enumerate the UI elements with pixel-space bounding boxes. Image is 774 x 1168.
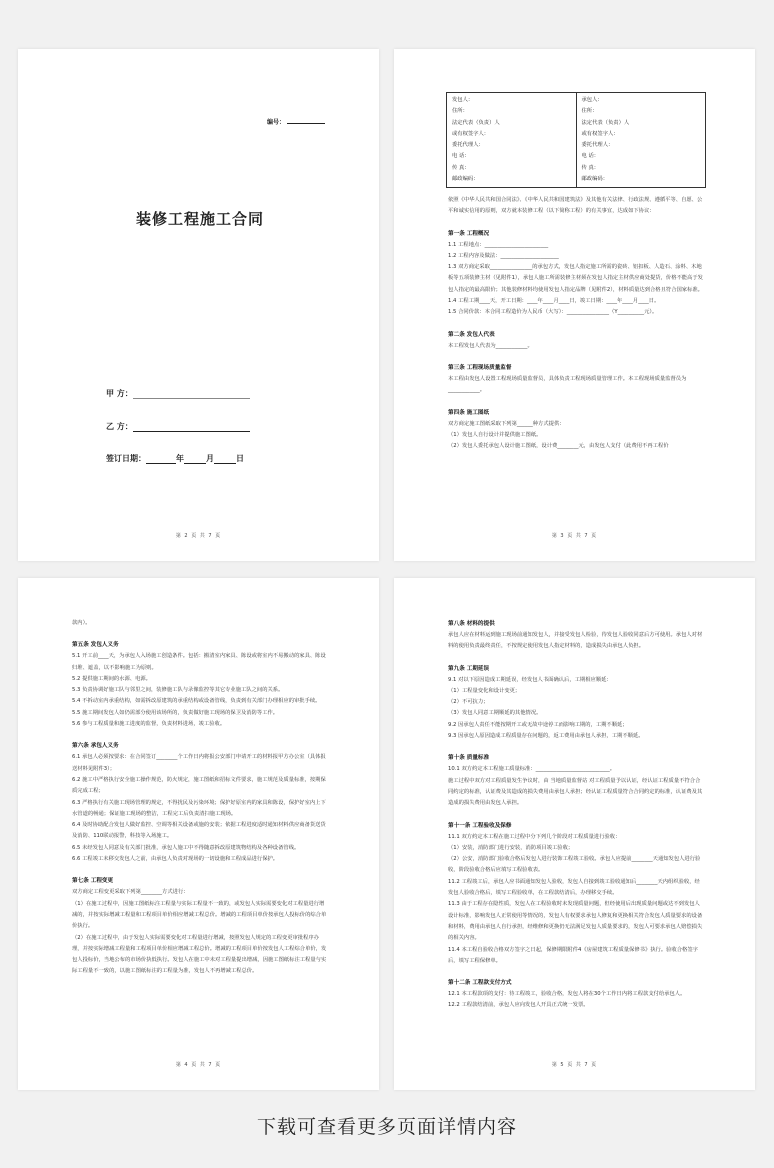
section-heading: 第五条 发包人义务	[72, 642, 119, 649]
section-heading: 第十条 质量标准	[448, 755, 490, 762]
clause: 5.4 不拆动室内承重结构，如需拆改原建筑的承重结构或设备管线，负责到有关部门办理相应的审批手续。	[72, 698, 321, 705]
party-a-label: 甲 方：	[106, 389, 133, 398]
party-a-blank	[133, 389, 250, 399]
section-heading: 第六条 承包人义务	[72, 743, 119, 750]
contractor-field: 传 真：	[581, 164, 600, 171]
contractor-field: 或有权签字人：	[581, 130, 619, 137]
clause: 6.3 严格执行有关施工现场管理的规定，不得扰民及污染环境；保护好原室内的家具和陈设，保护好室内上下水管道的畅通；保证施工现场的整洁，工程完工后负责清扫施工现场。	[72, 799, 326, 817]
section-heading: 第四条 施工图纸	[448, 409, 490, 416]
clause: 本工程由发包人设置工程现场质量监督员，具体负责工程现场质量管理工作。本工程现场质量监督员为____________。	[448, 375, 687, 394]
sign-date-label: 签订日期：	[106, 454, 146, 463]
contractor-field: 承包人：	[581, 97, 603, 103]
clause: （2）在施工过程中，由于发包人实际需要变化对工程量进行增减，按照发包人规定的工程变更审批程序办理，并按实际增减工程量和工程项目单价相应增减工程总价。增减的工程项目单价按发包人工程综合单价，发包人投标价，当地公布的市场价执低执行。发包人在施工中未对工程量提出增减，因施工图纸标注工程量与实际工程量不一致的，以施工图纸标注的工程量为准，发包人不再增减工程总价。	[72, 934, 327, 975]
clause: 双方商定工程变更采取下列第________方式进行：	[72, 889, 189, 896]
party-b-label: 乙 方：	[106, 422, 133, 431]
clause: 施工过程中双方对工程质量发生争议时，由 当地质量监督站 对工程质量予以认证，经认证工程质量不符合合同约定的标准，认证费及其造成的损失费用由承包人承担；经认证工程质量符合合同约定的标准，认证费及其造成的损失费用由发包人承担。	[448, 777, 703, 807]
clause: 9.2 因承包人责任不能按期开工或无故中途停工而影响工期的，工期不顺延；	[448, 721, 628, 728]
employer-field: 电 话：	[452, 153, 470, 160]
employer-field: 或有权签字人：	[452, 130, 490, 137]
page-body	[448, 618, 704, 1012]
section-heading: 第九条 工期延误	[448, 665, 490, 672]
party-b-blank	[133, 422, 250, 432]
clause: 双方商定施工图纸采取下列第______种方式提供：	[448, 420, 565, 427]
page-body	[448, 195, 704, 452]
contractor-info-column	[576, 93, 706, 188]
month-label: 月	[206, 454, 214, 463]
page-number: 第 3 页 共 7 页	[551, 533, 598, 539]
clause: 11.1 双方约定本工程在施工过程中分下列几个阶段对工程质量进行验收：	[448, 833, 621, 840]
section-heading: 第十二条 工程款支付方式	[448, 980, 512, 987]
clause: （2）不可抗力；	[448, 699, 489, 706]
document-page-3	[394, 49, 755, 561]
clause: （1）工程量变化和设计变更；	[448, 687, 521, 694]
clause: （2）公安，消防部门验收合格后发包人进行装饰工程竣工验收。承包人应提前________天通知发包人进行验收，阶段验收合格后应填写工程验收表。	[448, 856, 701, 874]
employer-field: 传 真：	[452, 164, 470, 171]
page-number: 第 5 页 共 7 页	[551, 1062, 598, 1068]
year-label: 年	[176, 454, 184, 463]
contractor-field: 电 话：	[581, 153, 600, 160]
page-number: 第 2 页 共 7 页	[175, 533, 222, 539]
day-blank	[214, 454, 236, 464]
contractor-field: 委托代理人：	[581, 142, 614, 149]
clause: 1.3 双方商定采取________________的承包方式，发包人指定施工所需的瓷砖、铝扣板、人造石、涂料、木地板等五项装修主材（见附件1），承包人施工所需装修主材须在发包人指定主材供应商处提货，价格不能高于发包人指定的最高限价；其他装修材料均使用发包人指定品牌（见附件2），材料质量达到合格且符合国家标准。	[448, 264, 703, 293]
party-b-line	[106, 421, 250, 432]
employer-field: 委托代理人：	[452, 142, 484, 149]
clause: 6.4 及时协助配合发包人做好监控、空调等相关设备或施的安装；依据工程进度适时通知材料供应商备货送货及消防、110联动报警，科技等入场施工。	[72, 822, 326, 840]
page-body	[72, 618, 328, 978]
party-info-table	[446, 92, 706, 188]
contractor-field: 法定代表（负责）人	[581, 119, 630, 126]
sign-date-line	[106, 453, 244, 464]
page-number: 第 4 页 共 7 页	[175, 1062, 222, 1068]
clause: 11.3 由于工程存在隐性质，发包人在工程验收时未发现质量问题，但经使用后出现质量问题或达不到发包人设计标准，影响发包人正常使用等情况的，发包人有权要求承包人修复和更换相关符合发包人质量要求的设备和材料，费用由承包人自行承担，经维修和更换仍无法满足发包人质量要求的，发包人可要求承包人赔偿损失的相关内容。	[448, 901, 703, 942]
clause: 6.6 工程竣工未移交发包人之前，由承包人负责对现场的一切设施和工程成品进行保护。	[72, 856, 279, 863]
clause: 9.1 对以下原因造成工期延误，经发包人书面确认后，工期相应顺延：	[448, 676, 612, 683]
clause: 1.2 工程内容及做法：______________________	[448, 252, 559, 259]
clause: 9.3 因承包人原因造成工程质量存在问题的，返工费用由承包人承担，工期不顺延。	[448, 733, 644, 740]
section-heading: 第八条 材料的提供	[448, 621, 495, 627]
section-heading: 第三条 工程现场质量监督	[448, 364, 512, 371]
intro-paragraph: 依照《中华人民共和国合同法》、《中华人民共和国建筑法》及其他有关法律、行政法规、遵循平等、自愿、公平和诚实信用的原则，双方就本装修工程（以下简称工程）的有关事宜，达成如下协议：	[448, 197, 703, 215]
section-heading: 第十一条 工程验收及保修	[448, 822, 512, 829]
clause: （2）发包人委托承包人设计施工图纸，设计费________元，由发包人支付（此费用不再工程价	[448, 443, 669, 450]
clause: 1.1 工程地点：________________________	[448, 241, 549, 248]
contract-number-field	[267, 117, 325, 126]
section-heading: 第二条 发包人代表	[448, 331, 495, 338]
clause: 6.1 承包人必须按要求：在合同签订________个工作日内将报公安部门申请开工的材料报甲方办公室（具体报送材料见附件3）；	[72, 754, 326, 772]
contract-number-blank	[287, 123, 325, 124]
employer-field: 法定代表（负责）人	[452, 119, 500, 126]
clause: （3）发包人同意工期顺延的其他情况。	[448, 710, 542, 717]
clause: 12.1 本工程款项的支付：待工程竣工，验收合格，发包人将在30个工作日内将工程款支付给承包人。	[448, 991, 686, 998]
continued-text: 款内）。	[72, 620, 91, 626]
clause: （1）安装，消防部门进行安装，消防项目竣工验收；	[448, 844, 574, 851]
month-blank	[184, 454, 206, 464]
clause: 11.2 工程竣工后，承包人应书面通知发包人验收，发包人自接到竣工验收通知后________天内组织验收，经发包人验收合格后，填写工程验收单，在工程款结清后，办理移交手续。	[448, 878, 700, 897]
clause: 6.5 未经发包人同意及有关部门批准，承包人施工中不得随意拆改原建筑物结构及各种设备管线。	[72, 844, 300, 851]
clause: 承包人应在材料运到施工现场前通知发包人，并接受发包人检验，待发包人验收同意后方可使用。承包人对材料的使用负责最终责任，不按规定使用发包人指定材料的，造成损失由承包人负担。	[448, 632, 703, 650]
document-title: 装修工程施工合同	[136, 210, 265, 228]
employer-info-column	[447, 93, 577, 188]
clause: （1）在施工过程中，因施工图纸标注工程量与实际工程量不一致的，或发包人实际需要变化对工程量进行增减的，并按实际增减工程量和工程项目单价相应增减工程总价。增减的工程项目单价按承包人投标价的综合单价执行。	[72, 900, 327, 930]
clause: 5.6 参与工程质量和施工进度的监督，负责材料进场，竣工验收。	[72, 721, 226, 728]
document-page-5	[394, 578, 755, 1090]
employer-field: 住所：	[452, 108, 468, 115]
clause: 10.1 双方约定本工程施工质量标准：____________________________。	[448, 766, 616, 773]
clause: （1）发包人自行设计并提供施工图纸。	[448, 431, 542, 438]
clause: 5.5 施工期间发包人如仍需部分使用该场所的，负责做好施工现场的保卫及消防等工作。	[72, 709, 279, 716]
document-page-4	[18, 578, 379, 1090]
download-caption: 下载可查看更多页面详情内容	[256, 1116, 517, 1138]
clause: 本工程发包人代表为____________。	[448, 342, 533, 349]
contractor-field: 邮政编码：	[581, 176, 608, 183]
employer-field: 邮政编码：	[452, 176, 479, 183]
section-heading: 第七条 工程变更	[72, 878, 114, 885]
clause: 5.2 提供施工期间的水源、电源。	[72, 675, 151, 682]
clause: 5.1 开工前____天，为承包人入场施工创造条件。包括：搬清室内家具、陈设或将室内不易搬动的家具、陈设归堆、遮盖，以不影响施工为原则。	[72, 653, 326, 671]
contract-number-label: 编号：	[266, 119, 285, 126]
section-list	[448, 228, 704, 453]
clause: 11.4 本工程自验收合格双方签字之日起，保修期限附件4《房屋建筑工程质量保修书》执行。验收合格签字后，填写工程保修单。	[448, 946, 698, 964]
clause: 1.5 合同价款：本合同工程造价为人民币（大写）：________________（Y__________元）。	[448, 309, 658, 316]
day-label: 日	[236, 454, 244, 463]
section-heading: 第一条 工程概况	[448, 230, 490, 237]
clause: 12.2 工程款结清前，承包人应向发包人开具正式统一发票。	[448, 1002, 589, 1009]
clause: 6.2 施工中严格执行安全施工操作规范，防火规定，施工图纸和招标文件要求，施工规范及质量标准，按期保质完成工程；	[72, 776, 326, 795]
year-blank	[146, 454, 176, 464]
employer-field: 发包人：	[452, 97, 474, 103]
contractor-field: 住所：	[581, 108, 598, 115]
clause: 1.4 工程工期____天，开工日期：____年____月____日，竣工日期：____年____月____日。	[448, 298, 660, 305]
party-a-line	[106, 388, 250, 399]
document-page-cover	[18, 49, 379, 561]
clause: 5.3 负责协调好施工队与邻里之间，装修施工队与录像监控等其它专业施工队之间的关系。	[72, 687, 284, 694]
